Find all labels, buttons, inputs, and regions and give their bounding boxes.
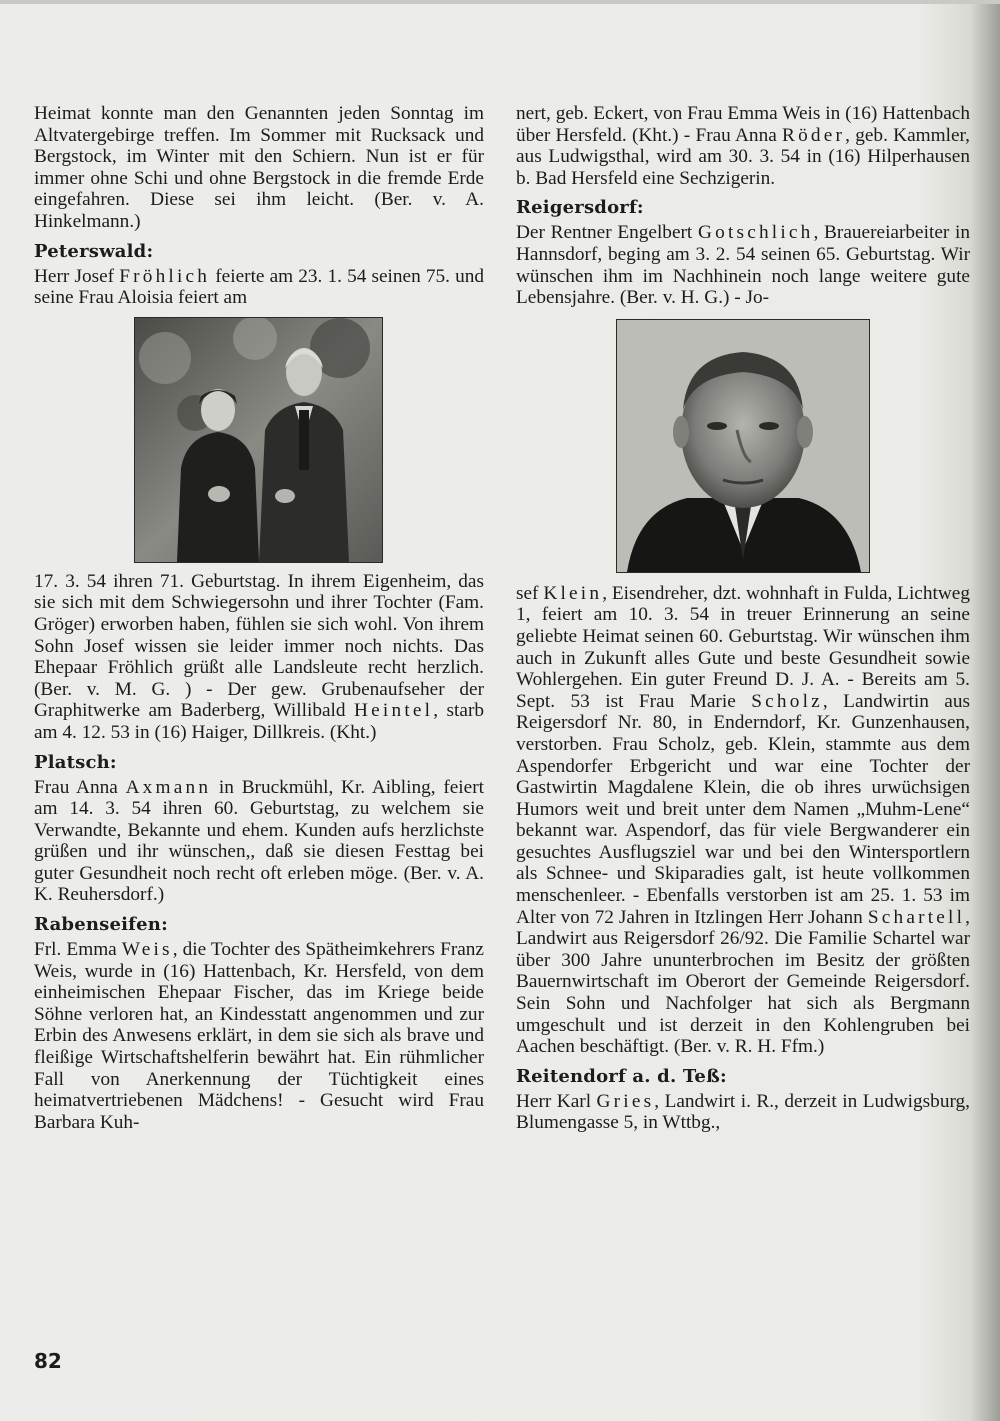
spaced-name: Heintel bbox=[354, 700, 434, 722]
peterswald-paragraph-1: Herr Josef Fröhlich feierte am 23. 1. 54 seinen 75. und seine Frau Aloisia feiert am bbox=[34, 265, 484, 309]
left-column bbox=[34, 103, 484, 1133]
portrait-photo-image bbox=[617, 320, 869, 572]
spaced-name: Axmann bbox=[125, 776, 212, 798]
section-heading-rabenseifen: Rabenseifen: bbox=[34, 914, 168, 936]
rabenseifen-paragraph: Frl. Emma Weis, die Tochter des Spätheimkehrers Franz Weis, wurde in (16) Hattenbach, Kr. Hersfeld, von dem einheimischen Ehepaar Fischer, das im Kriege beide Söhne verloren hat, an Kindesstatt angenommen und zur Erbin des Anwesens erklärt, in dem sie sich als brave und fleißige Wirtschaftshelferin bewährt hat. Ein rühmlicher Fall von Anerkennung der Tüchtigkeit eines heimatvertriebenen Mädchens! - Gesucht wird Frau Barbara Kuh- bbox=[34, 939, 484, 1133]
spaced-name: Schartell bbox=[867, 906, 966, 928]
page-number: 82 bbox=[34, 1349, 62, 1373]
section-heading-peterswald: Peterswald: bbox=[34, 240, 154, 262]
spaced-name: Röder bbox=[782, 124, 846, 146]
reigersdorf-paragraph-2: sef Klein, Eisendreher, dzt. wohnhaft in Fulda, Lichtweg 1, feiert am 10. 3. 54 in treuer Erinnerung an seine geliebte Heimat seinen 60. Geburtstag. Wir wünschen ihm auch in Zukunft alles Gute und beste Gesundheit sowie Wohlergehen. Ein guter Freund D. J. A. - Bereits am 5. Sept. 53 ist Frau Marie Scholz, Landwirtin aus Reigersdorf Nr. 80, in Enderndorf, Kr. Gunzenhausen, verstorben. Frau Scholz, geb. Klein, stammte aus dem Aspendorfer Erbgericht und war eine Tochter der Gastwirtin Magdalene Klein, die ob ihres urwüchsigen Humors weit und breit unter dem Namen „Muhm-Lene“ bekannt war. Aspendorf, das für viele Bergwanderer ein gesuchtes Ausflugsziel war und bei den Wintersportlern als Schnee- und Skiparadies galt, ist heute vollkommen menschenleer. - Ebenfalls verstorben ist am 25. 1. 53 im Alter von 72 Jahren in Itzlingen Herr Johann Schartell, Landwirt aus Reigersdorf 26/92. Die Familie Schartel war über 300 Jahre ununterbrochen im Besitz der größten Bauernwirtschaft im Oberort der Gemeinde Reigersdorf. Sein Sohn und Nachfolger hat sich als Bergmann umgeschult und ist derzeit in den Kohlengruben bei Aachen beschäftigt. (Ber. v. R. H. Ffm.) bbox=[516, 582, 970, 1058]
continuation-paragraph: nert, geb. Eckert, von Frau Emma Weis in (16) Hattenbach über Hersfeld. (Kht.) - Frau Anna Röder, geb. Kammler, aus Ludwigsthal, wird am 30. 3. 54 in (16) Hilperhausen b. Bad Hersfeld eine Sechzigerin. bbox=[516, 103, 971, 189]
intro-paragraph: Heimat konnte man den Genannten jeden Sonntag im Altvatergebirge treffen. Im Sommer mit Rucksack und Bergstock, im Winter mit den Schiern. Nun ist er für immer ohne Schi und ohne Bergstock in die fremde Erde eingefahren. Diese sei ihm leicht. (Ber. v. A. Hinkelmann.) bbox=[34, 103, 484, 232]
couple-photo bbox=[134, 317, 383, 563]
right-column bbox=[516, 103, 970, 1134]
spaced-name: Gries bbox=[596, 1090, 655, 1112]
top-edge bbox=[0, 0, 1000, 4]
spaced-name: Scholz bbox=[751, 690, 823, 712]
spaced-name: Gotschlich bbox=[697, 222, 814, 244]
spaced-name: Klein bbox=[543, 582, 603, 604]
peterswald-paragraph-2: 17. 3. 54 ihren 71. Geburtstag. In ihrem Eigenheim, das sie sich mit dem Schwiegersohn und ihrer Tochter (Fam. Gröger) erworben haben, fühlen sie sich wohl. Von ihrem Sohn Josef wissen sie leider immer noch nichts. Das Ehepaar Fröhlich grüßt alle Landsleute recht herzlich. (Ber. v. M. G. ) - Der gew. Grubenaufseher der Graphitwerke am Baderberg, Willibald Heintel, starb am 4. 12. 53 in (16) Haiger, Dillkreis. (Kht.) bbox=[34, 570, 485, 743]
section-heading-reigersdorf: Reigersdorf: bbox=[516, 197, 644, 219]
reitendorf-paragraph: Herr Karl Gries, Landwirt i. R., derzeit in Ludwigsburg, Blumengasse 5, in Wttbg., bbox=[516, 1090, 970, 1134]
reigersdorf-paragraph-1: Der Rentner Engelbert Gotschlich, Brauereiarbeiter in Hannsdorf, beging am 3. 2. 54 seinen 65. Geburtstag. Wir wünschen ihm im Nachhinein noch lange weitere gute Lebensjahre. (Ber. v. H. G.) - Jo- bbox=[516, 222, 970, 309]
couple-photo-image bbox=[135, 318, 382, 562]
platsch-paragraph: Frau Anna Axmann in Bruckmühl, Kr. Aibling, feiert am 14. 3. 54 ihren 60. Geburtstag, zu welchem sie Verwandte, Bekannte und ehem. Kunden aufs herzlichste grüßen und ihr wünschen,, daß sie diesen Festtag bei guter Gesundheit noch recht oft erleben möge. (Ber. v. A. K. Reuhersdorf.) bbox=[34, 776, 484, 906]
section-heading-platsch: Platsch: bbox=[34, 751, 117, 773]
section-heading-reitendorf: Reitendorf a. d. Teß: bbox=[516, 1065, 727, 1087]
spaced-name: Fröhlich bbox=[119, 265, 211, 287]
portrait-photo bbox=[616, 319, 870, 573]
spaced-name: Weis bbox=[121, 939, 173, 961]
